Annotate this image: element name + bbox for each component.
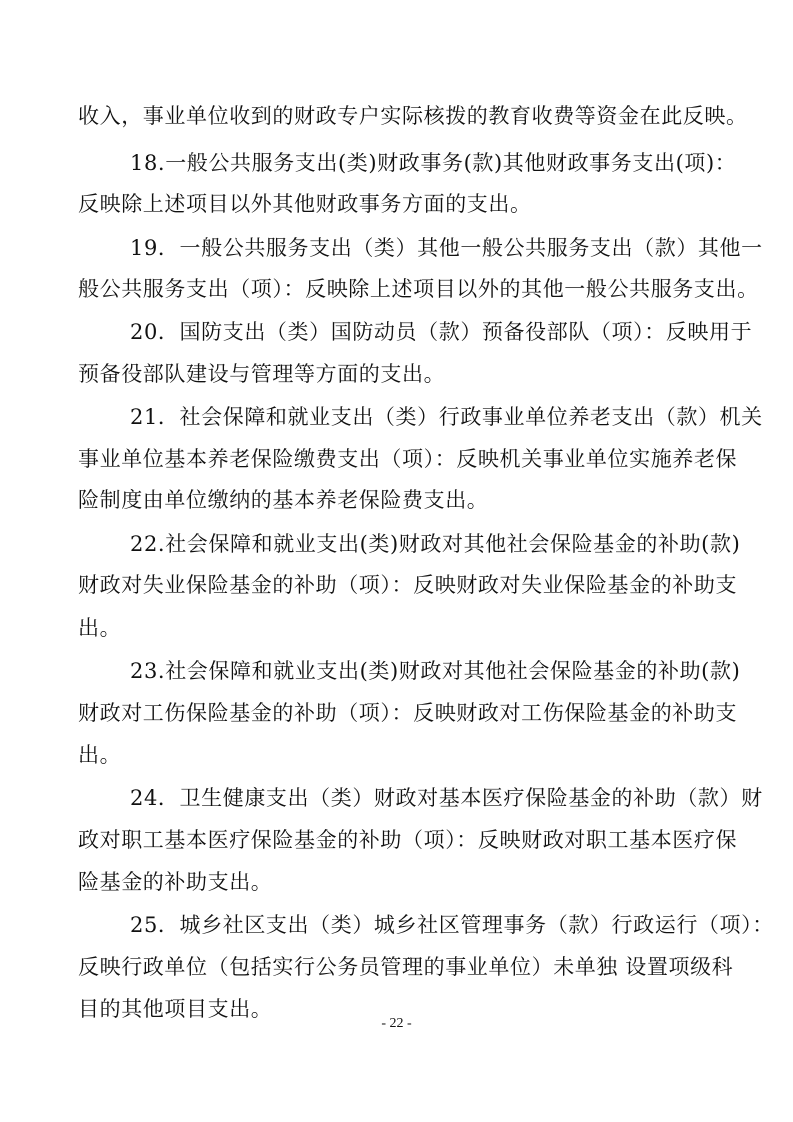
text-line: 政对职工基本医疗保险基金的补助（项）：反映财政对职工基本医疗保 — [78, 828, 738, 852]
text-line: 收入，事业单位收到的财政专户实际核拨的教育收费等资金在此反映。 — [78, 104, 748, 128]
text-line: 24．卫生健康支出（类）财政对基本医疗保险基金的补助（款）财 — [130, 786, 763, 810]
text-line: 反映行政单位（包括实行公务员管理的事业单位）未单独 设置项级科 — [78, 955, 734, 979]
text-line: 20．国防支出（类）国防动员（款）预备役部队（项）：反映用于 — [130, 320, 753, 344]
text-line: 出。 — [78, 743, 122, 767]
text-line: 财政对失业保险基金的补助（项）：反映财政对失业保险基金的补助支 — [78, 573, 738, 597]
text-line: 险基金的补助支出。 — [78, 870, 273, 894]
text-line: 23.社会保障和就业支出(类)财政对其他社会保险基金的补助(款) — [130, 659, 741, 683]
text-line: 事业单位基本养老保险缴费支出（项）：反映机关事业单位实施养老保 — [78, 447, 738, 471]
page-number: - 22 - — [381, 1016, 412, 1031]
text-line: 目的其他项目支出。 — [78, 997, 273, 1021]
text-line: 预备役部队建设与管理等方面的支出。 — [78, 362, 446, 386]
text-line: 般公共服务支出（项）：反映除上述项目以外的其他一般公共服务支出。 — [78, 277, 759, 301]
text-line: 18.一般公共服务支出(类)财政事务(款)其他财政事务支出(项)： — [130, 151, 737, 175]
text-line: 反映除上述项目以外其他财政事务方面的支出。 — [78, 192, 532, 216]
text-line: 25．城乡社区支出（类）城乡社区管理事务（款）行政运行（项）： — [130, 913, 774, 937]
text-line: 22.社会保障和就业支出(类)财政对其他社会保险基金的补助(款) — [130, 532, 741, 556]
text-line: 险制度由单位缴纳的基本养老保险费支出。 — [78, 488, 489, 512]
text-line: 出。 — [78, 616, 122, 640]
text-line: 21．社会保障和就业支出（类）行政事业单位养老支出（款）机关 — [130, 405, 763, 429]
text-line: 19．一般公共服务支出（类）其他一般公共服务支出（款）其他一 — [130, 236, 763, 260]
text-line: 财政对工伤保险基金的补助（项）：反映财政对工伤保险基金的补助支 — [78, 701, 738, 725]
